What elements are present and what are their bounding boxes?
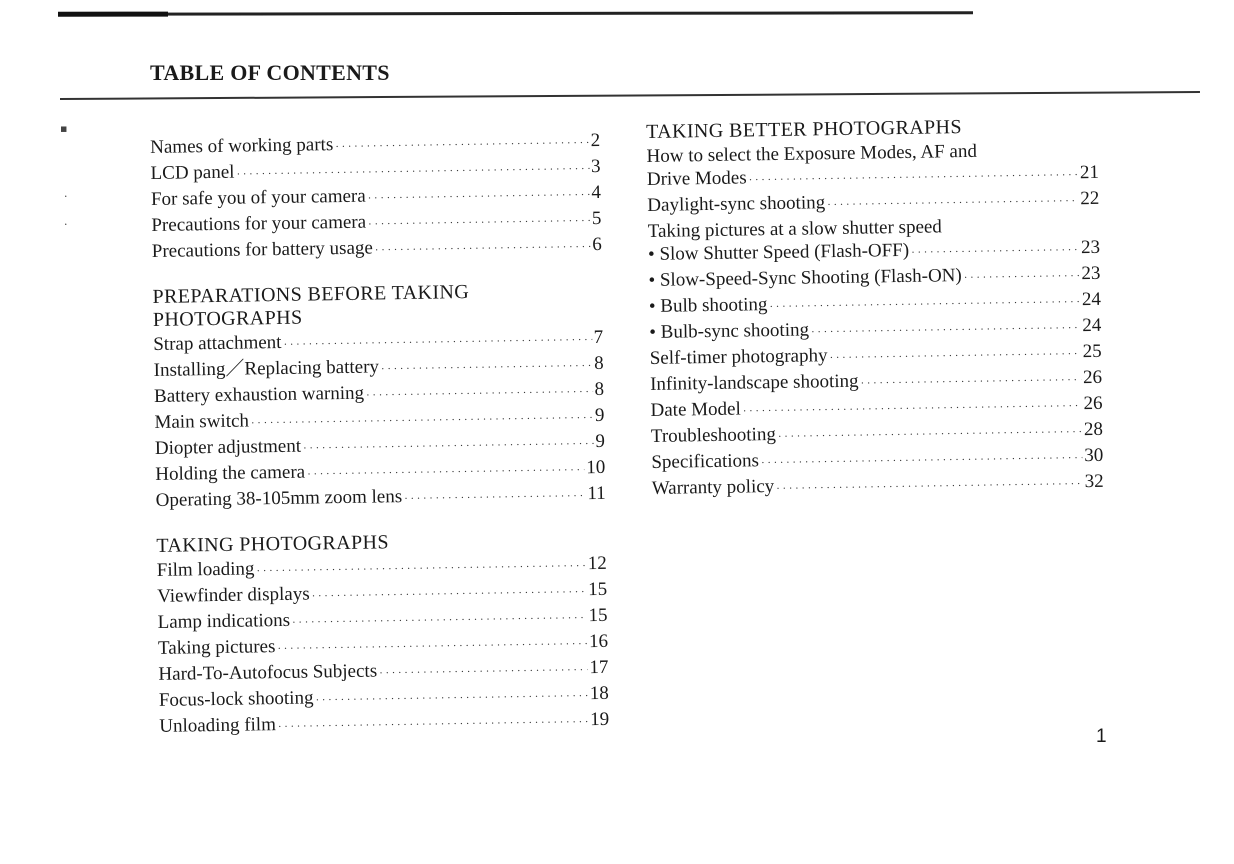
toc-entry-page: 25 (1082, 340, 1102, 363)
toc-entry-page: 3 (590, 155, 601, 178)
dot-leader (335, 132, 589, 159)
dot-leader (283, 329, 592, 357)
toc-entry-page: 16 (588, 630, 609, 653)
dot-leader (778, 421, 1082, 449)
toc-entry-title: Warranty policy (651, 476, 775, 499)
dot-leader (811, 317, 1081, 344)
toc-entry-title: Specifications (651, 450, 760, 473)
toc-entry-title: Date Model (650, 398, 741, 421)
toc-entry-page: 26 (1082, 366, 1103, 389)
page-title: TABLE OF CONTENTS (150, 60, 390, 85)
toc-entry-page: 30 (1084, 444, 1104, 467)
dot-leader (379, 659, 588, 685)
dot-leader (366, 381, 593, 408)
dot-leader (277, 633, 587, 661)
toc-entry-title: Lamp indications (157, 609, 291, 633)
dot-leader (312, 581, 587, 608)
toc-entry-title: Unloading film (159, 714, 277, 737)
margin-mark: ▪ (60, 122, 68, 135)
section-heading: TAKING BETTER PHOTOGRAPHS (646, 116, 963, 143)
toc-right-column (646, 114, 1104, 503)
dot-leader (769, 291, 1080, 319)
toc-entry-page: 9 (595, 430, 606, 453)
toc-entry-title: Film loading (156, 558, 255, 581)
toc-entry-page: 7 (593, 326, 604, 349)
toc-entry-page: 4 (591, 181, 602, 204)
toc-entry-title: Diopter adjustment (154, 435, 302, 459)
toc-entry-page: 28 (1083, 418, 1104, 441)
toc-entry-title: For safe you of your camera (150, 185, 366, 210)
toc-entry-title: Main switch (154, 410, 250, 433)
section-heading: TAKING PHOTOGRAPHS (156, 531, 390, 557)
toc-entry-page: 8 (593, 352, 604, 375)
toc-entry-page: 18 (589, 682, 609, 705)
toc-entry-title: LCD panel (150, 161, 235, 184)
dot-leader (278, 711, 589, 739)
dot-leader (776, 473, 1083, 501)
toc-entry-title: Hard-To-Autofocus Subjects (158, 660, 378, 685)
toc-entry-title: Strap attachment (153, 331, 282, 355)
dot-leader (292, 607, 587, 635)
toc-entry-title: • Slow-Speed-Sync Shooting (Flash-ON) (648, 265, 962, 291)
toc-entry-page: 21 (1079, 161, 1100, 184)
toc-entry-page: 22 (1080, 187, 1100, 210)
margin-mark: · (64, 190, 68, 203)
toc-entry-page: 10 (586, 456, 606, 479)
toc-entry-page: 15 (588, 604, 608, 627)
toc-entry-page: 11 (587, 482, 606, 505)
toc-entry-title: Installing／Replacing battery (153, 356, 380, 381)
dot-leader (307, 459, 584, 486)
toc-entry-title: Holding the camera (155, 461, 306, 485)
toc-entry-title: Operating 38-105mm zoom lens (155, 486, 403, 511)
dot-leader (964, 265, 1080, 290)
toc-entry-page: 6 (592, 233, 602, 256)
toc-entry-page: 23 (1081, 262, 1101, 285)
toc-entry-title: Taking pictures (157, 636, 276, 659)
toc-entry-page: 5 (591, 207, 602, 230)
section-heading: PREPARATIONS BEFORE TAKING PHOTOGRAPHS (152, 281, 470, 331)
toc-entry-title: Drive Modes (646, 167, 747, 190)
toc-entry-page: 24 (1081, 288, 1102, 311)
toc-left-column (150, 129, 610, 761)
toc-entry-title: • Bulb shooting (648, 294, 768, 317)
toc-section (150, 129, 602, 266)
margin-mark: · (64, 218, 68, 231)
dot-leader (827, 190, 1078, 217)
toc-section (156, 528, 609, 741)
toc-entry-page: 8 (594, 378, 605, 401)
title-divider (60, 91, 1200, 99)
toc-entry-title: Troubleshooting (650, 423, 777, 447)
toc-entry-title: Focus-lock shooting (158, 687, 314, 711)
toc-entry-page: 9 (594, 404, 605, 427)
dot-leader (829, 343, 1081, 370)
dot-leader (368, 184, 590, 210)
toc-entry-page: 23 (1080, 236, 1101, 259)
toc-entry-page: 15 (588, 578, 608, 601)
dot-leader (860, 369, 1081, 395)
toc-entry-title: Precautions for your camera (151, 211, 367, 236)
toc-entry-page: 12 (587, 552, 607, 575)
toc-entry-page: 2 (590, 129, 601, 152)
top-scan-rule (58, 11, 973, 16)
toc-entry-title: Battery exhaustion warning (153, 382, 365, 407)
toc-entry-title: Names of working parts (150, 134, 334, 158)
toc-entry-title: Infinity-landscape shooting (649, 370, 859, 395)
dot-leader (303, 433, 594, 461)
dot-leader (404, 485, 586, 511)
toc-entry-page: 19 (590, 708, 610, 731)
toc-entry-title: • Slow Shutter Speed (Flash-OFF) (647, 239, 910, 265)
toc-entry-page: 17 (589, 656, 609, 679)
page-number: 1 (1096, 726, 1107, 747)
toc-entry-title: Daylight-sync shooting (647, 192, 826, 216)
toc-entry-page: 24 (1082, 314, 1102, 337)
toc-section (152, 279, 606, 515)
toc-subheading: How to select the Exposure Modes, AF and (646, 140, 978, 167)
toc-entry-title: Precautions for battery usage (151, 237, 374, 262)
toc-subheading: Taking pictures at a slow shutter speed (647, 216, 943, 242)
dot-leader (368, 210, 590, 236)
dot-leader (381, 355, 593, 381)
toc-entry-title: Self-timer photography (649, 345, 828, 369)
toc-entry-page: 26 (1083, 392, 1103, 415)
toc-entry-page: 32 (1084, 470, 1104, 493)
toc-entry-title: Viewfinder displays (157, 583, 310, 607)
dot-leader (375, 236, 591, 262)
dot-leader (315, 685, 588, 712)
dot-leader (911, 239, 1079, 265)
toc-entry-title: • Bulb-sync shooting (649, 319, 810, 343)
